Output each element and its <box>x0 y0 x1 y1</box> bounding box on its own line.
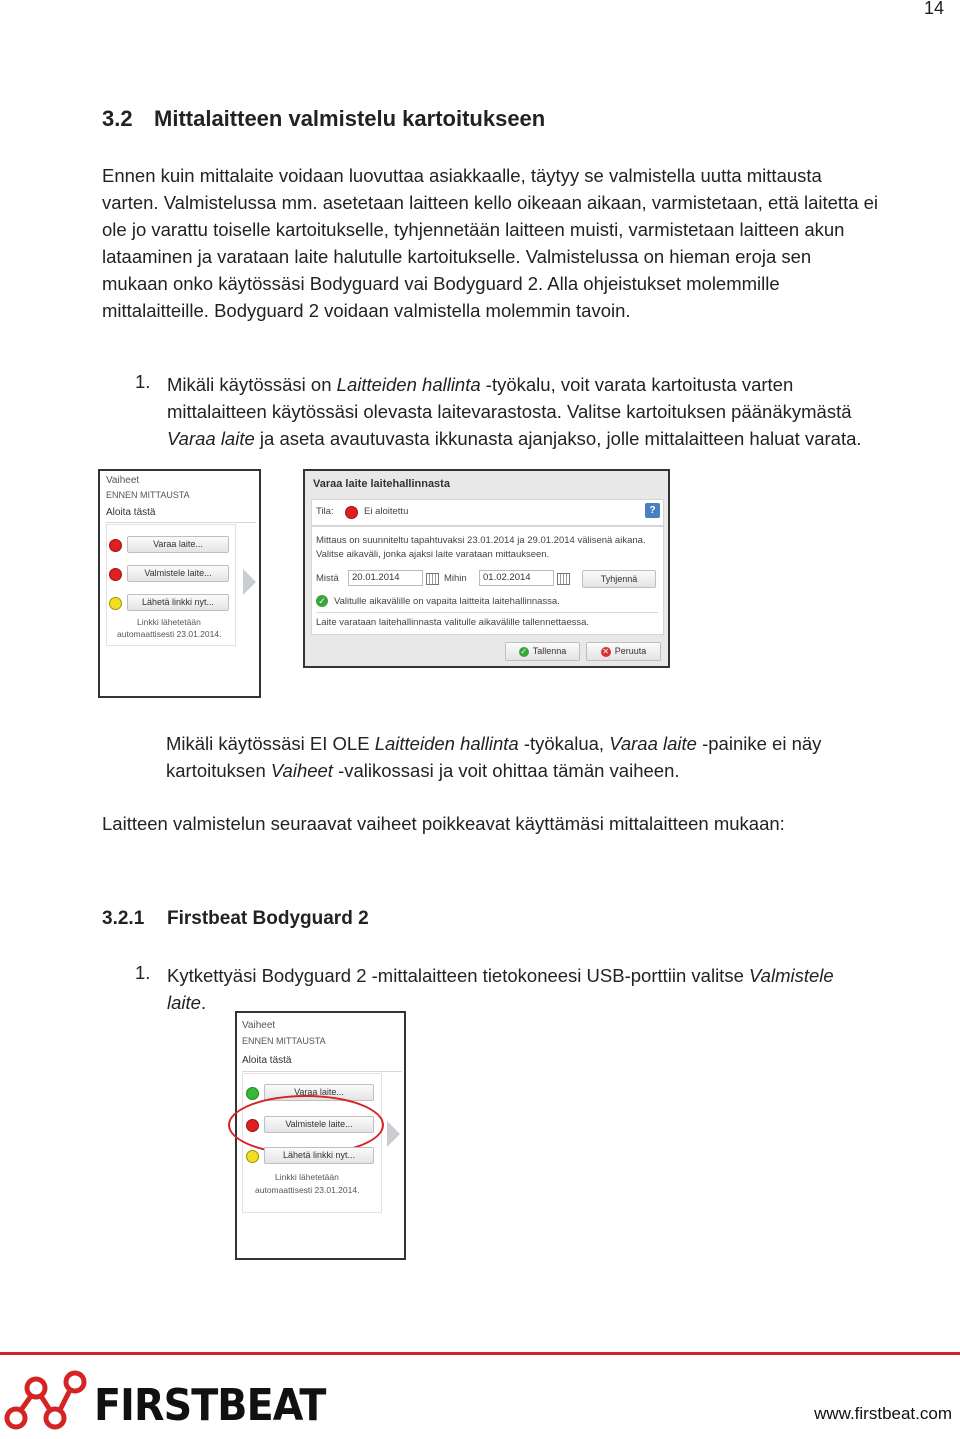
divider <box>316 612 658 613</box>
list-number: 1. <box>135 371 151 392</box>
from-date-input[interactable]: 20.01.2014 <box>348 570 423 586</box>
chevron-right-icon <box>387 1121 400 1147</box>
steps-title: Vaiheet <box>242 1020 276 1031</box>
prepare-device-button[interactable]: Valmistele laite... <box>127 565 229 582</box>
from-label: Mistä <box>316 573 339 584</box>
firstbeat-logo-icon <box>3 1368 91 1434</box>
steps-start: Aloita tästä <box>242 1055 292 1066</box>
status-dot-yellow-icon <box>109 597 122 610</box>
brand-name: FIRSTBEAT <box>94 1380 326 1431</box>
status-dot-red-icon <box>109 539 122 552</box>
link-note-line1: Linkki lähetetään <box>275 1172 339 1182</box>
prepare-device-button[interactable]: Valmistele laite... <box>264 1116 374 1133</box>
reserve-info-text: Laite varataan laitehallinnasta valitulle aikavälille tallennettaessa. <box>316 617 590 628</box>
intro-line: Ennen kuin mittalaite voidaan luovuttaa asiakkaalle, täytyy se valmistella uutta mittausta <box>102 165 822 186</box>
footer-divider <box>0 1352 960 1355</box>
status-label: Tila: <box>316 506 334 517</box>
intro-line: lataaminen ja varataan laite halutulle kartoitukselle. Valmistelussa on hieman eroja sen <box>102 246 812 267</box>
website-link[interactable]: www.firstbeat.com <box>814 1404 952 1423</box>
steps-phase: ENNEN MITTAUSTA <box>242 1036 326 1046</box>
intro-line: mukaan onko käytössäsi Bodyguard vai Bodyguard 2. Alla ohjeistukset molemmille <box>102 273 780 294</box>
steps-panel-screenshot <box>98 469 261 698</box>
status-dot-yellow-icon <box>246 1150 259 1163</box>
info-line1: Mittaus on suunniteltu tapahtuvaksi 23.01.2014 ja 29.01.2014 välisenä aikana. <box>316 535 646 546</box>
steps-title: Vaiheet <box>106 475 140 486</box>
text-run: ja aseta avautuvasta ikkunasta ajanjakso, jolle mittalaitteen haluat varata. <box>254 428 862 449</box>
check-icon: ✓ <box>520 646 528 656</box>
page-number: 14 <box>923 0 944 18</box>
link-note-line2: automaattisesti 23.01.2014. <box>117 629 222 639</box>
section-title: Mittalaitteen valmistelu kartoitukseen <box>154 106 546 131</box>
calendar-icon[interactable] <box>426 573 439 585</box>
text-run: -painike ei näy <box>696 733 822 754</box>
reserve-dialog-screenshot <box>303 469 670 668</box>
text-run: -työkalua, <box>518 733 610 754</box>
steps-start: Aloita tästä <box>106 507 156 518</box>
intro-line: mittalaitteille. Bodyguard 2 voidaan valmistella molemmin tavoin. <box>102 300 631 321</box>
to-label: Mihin <box>444 573 467 584</box>
info-line2: Valitse aikaväli, jonka ajaksi laite varataan mittaukseen. <box>316 549 550 560</box>
text-run-italic: laite <box>167 992 201 1013</box>
text-run: Mikäli käytössäsi on <box>167 374 337 395</box>
steps-phase: ENNEN MITTAUSTA <box>106 490 190 500</box>
chevron-right-icon <box>243 569 256 595</box>
text-run-italic: Varaa laite <box>609 733 697 754</box>
check-icon: ✓ <box>316 595 328 607</box>
step1-text <box>167 371 947 452</box>
divider <box>242 1071 402 1072</box>
section-number: 3.2 <box>102 106 133 131</box>
text-run-italic: Laitteiden hallinta <box>374 733 519 754</box>
calendar-icon[interactable] <box>557 573 570 585</box>
text-run: Kytkettyäsi Bodyguard 2 -mittalaitteen tietokoneesi USB-porttiin valitse <box>167 965 750 986</box>
list-number: 1. <box>135 962 151 983</box>
intro-line: ole jo varattu toiselle kartoitukselle, tyhjennetään laitteen muisti, varmistetaan laitteen akun <box>102 219 845 240</box>
clear-button[interactable]: Tyhjennä <box>582 570 656 588</box>
subsection-title: Firstbeat Bodyguard 2 <box>167 908 369 929</box>
text-run: -valikossasi ja voit ohittaa tämän vaiheen. <box>332 760 680 781</box>
status-dot-red-icon <box>109 568 122 581</box>
status-dot-red-icon <box>345 506 358 519</box>
send-link-button[interactable]: Lähetä linkki nyt... <box>127 594 229 611</box>
intro-line: varten. Valmistelussa mm. asetetaan laitteen kello oikeaan aikaan, varmistetaan, että laitetta ei <box>102 192 879 213</box>
save-label: Tallenna <box>532 646 567 656</box>
link-note-line1: Linkki lähetetään <box>137 617 201 627</box>
divider <box>106 522 256 523</box>
steps-panel-screenshot-2 <box>235 1011 406 1260</box>
following-paragraph: Laitteen valmistelun seuraavat vaiheet poikkeavat käyttämäsi mittalaitteen mukaan: <box>102 813 785 834</box>
reserve-device-button[interactable]: Varaa laite... <box>264 1084 374 1101</box>
intro-paragraph <box>102 162 952 324</box>
status-value: Ei aloitettu <box>364 506 409 517</box>
text-run: kartoituksen <box>166 760 271 781</box>
bg2-step-text <box>167 962 947 1016</box>
text-run: -työkalu, voit varata kartoitusta varten <box>480 374 794 395</box>
send-link-button[interactable]: Lähetä linkki nyt... <box>264 1147 374 1164</box>
help-icon[interactable]: ? <box>645 503 660 518</box>
link-note-line2: automaattisesti 23.01.2014. <box>255 1185 360 1195</box>
section-heading <box>102 106 545 132</box>
dialog-body <box>311 526 664 635</box>
highlight-ellipse <box>228 1095 384 1155</box>
text-run: . <box>200 992 207 1013</box>
subsection-number: 3.2.1 <box>102 908 145 929</box>
text-run-italic: Valmistele <box>749 965 834 986</box>
cancel-label: Peruuta <box>614 646 647 656</box>
availability-text: Valitulle aikavälille on vapaita laitteita laitehallinnassa. <box>334 596 560 607</box>
status-dot-green-icon <box>246 1087 259 1100</box>
text-run-italic: Laitteiden hallinta <box>336 374 481 395</box>
close-icon: ✕ <box>602 646 610 656</box>
save-button[interactable] <box>505 642 580 661</box>
note-paragraph <box>166 730 946 784</box>
subsection-heading <box>102 908 369 930</box>
text-run: mittalaitteen käytössäsi olevasta laitevarastosta. Valitse kartoituksen päänäkymästä <box>167 401 852 422</box>
text-run: Mikäli käytössäsi EI OLE <box>166 733 375 754</box>
text-run-italic: Varaa laite <box>167 428 255 449</box>
dialog-title: Varaa laite laitehallinnasta <box>313 478 450 490</box>
text-run-italic: Vaiheet <box>270 760 333 781</box>
to-date-input[interactable]: 01.02.2014 <box>479 570 554 586</box>
reserve-device-button[interactable]: Varaa laite... <box>127 536 229 553</box>
cancel-button[interactable] <box>586 642 661 661</box>
status-row <box>311 499 664 526</box>
